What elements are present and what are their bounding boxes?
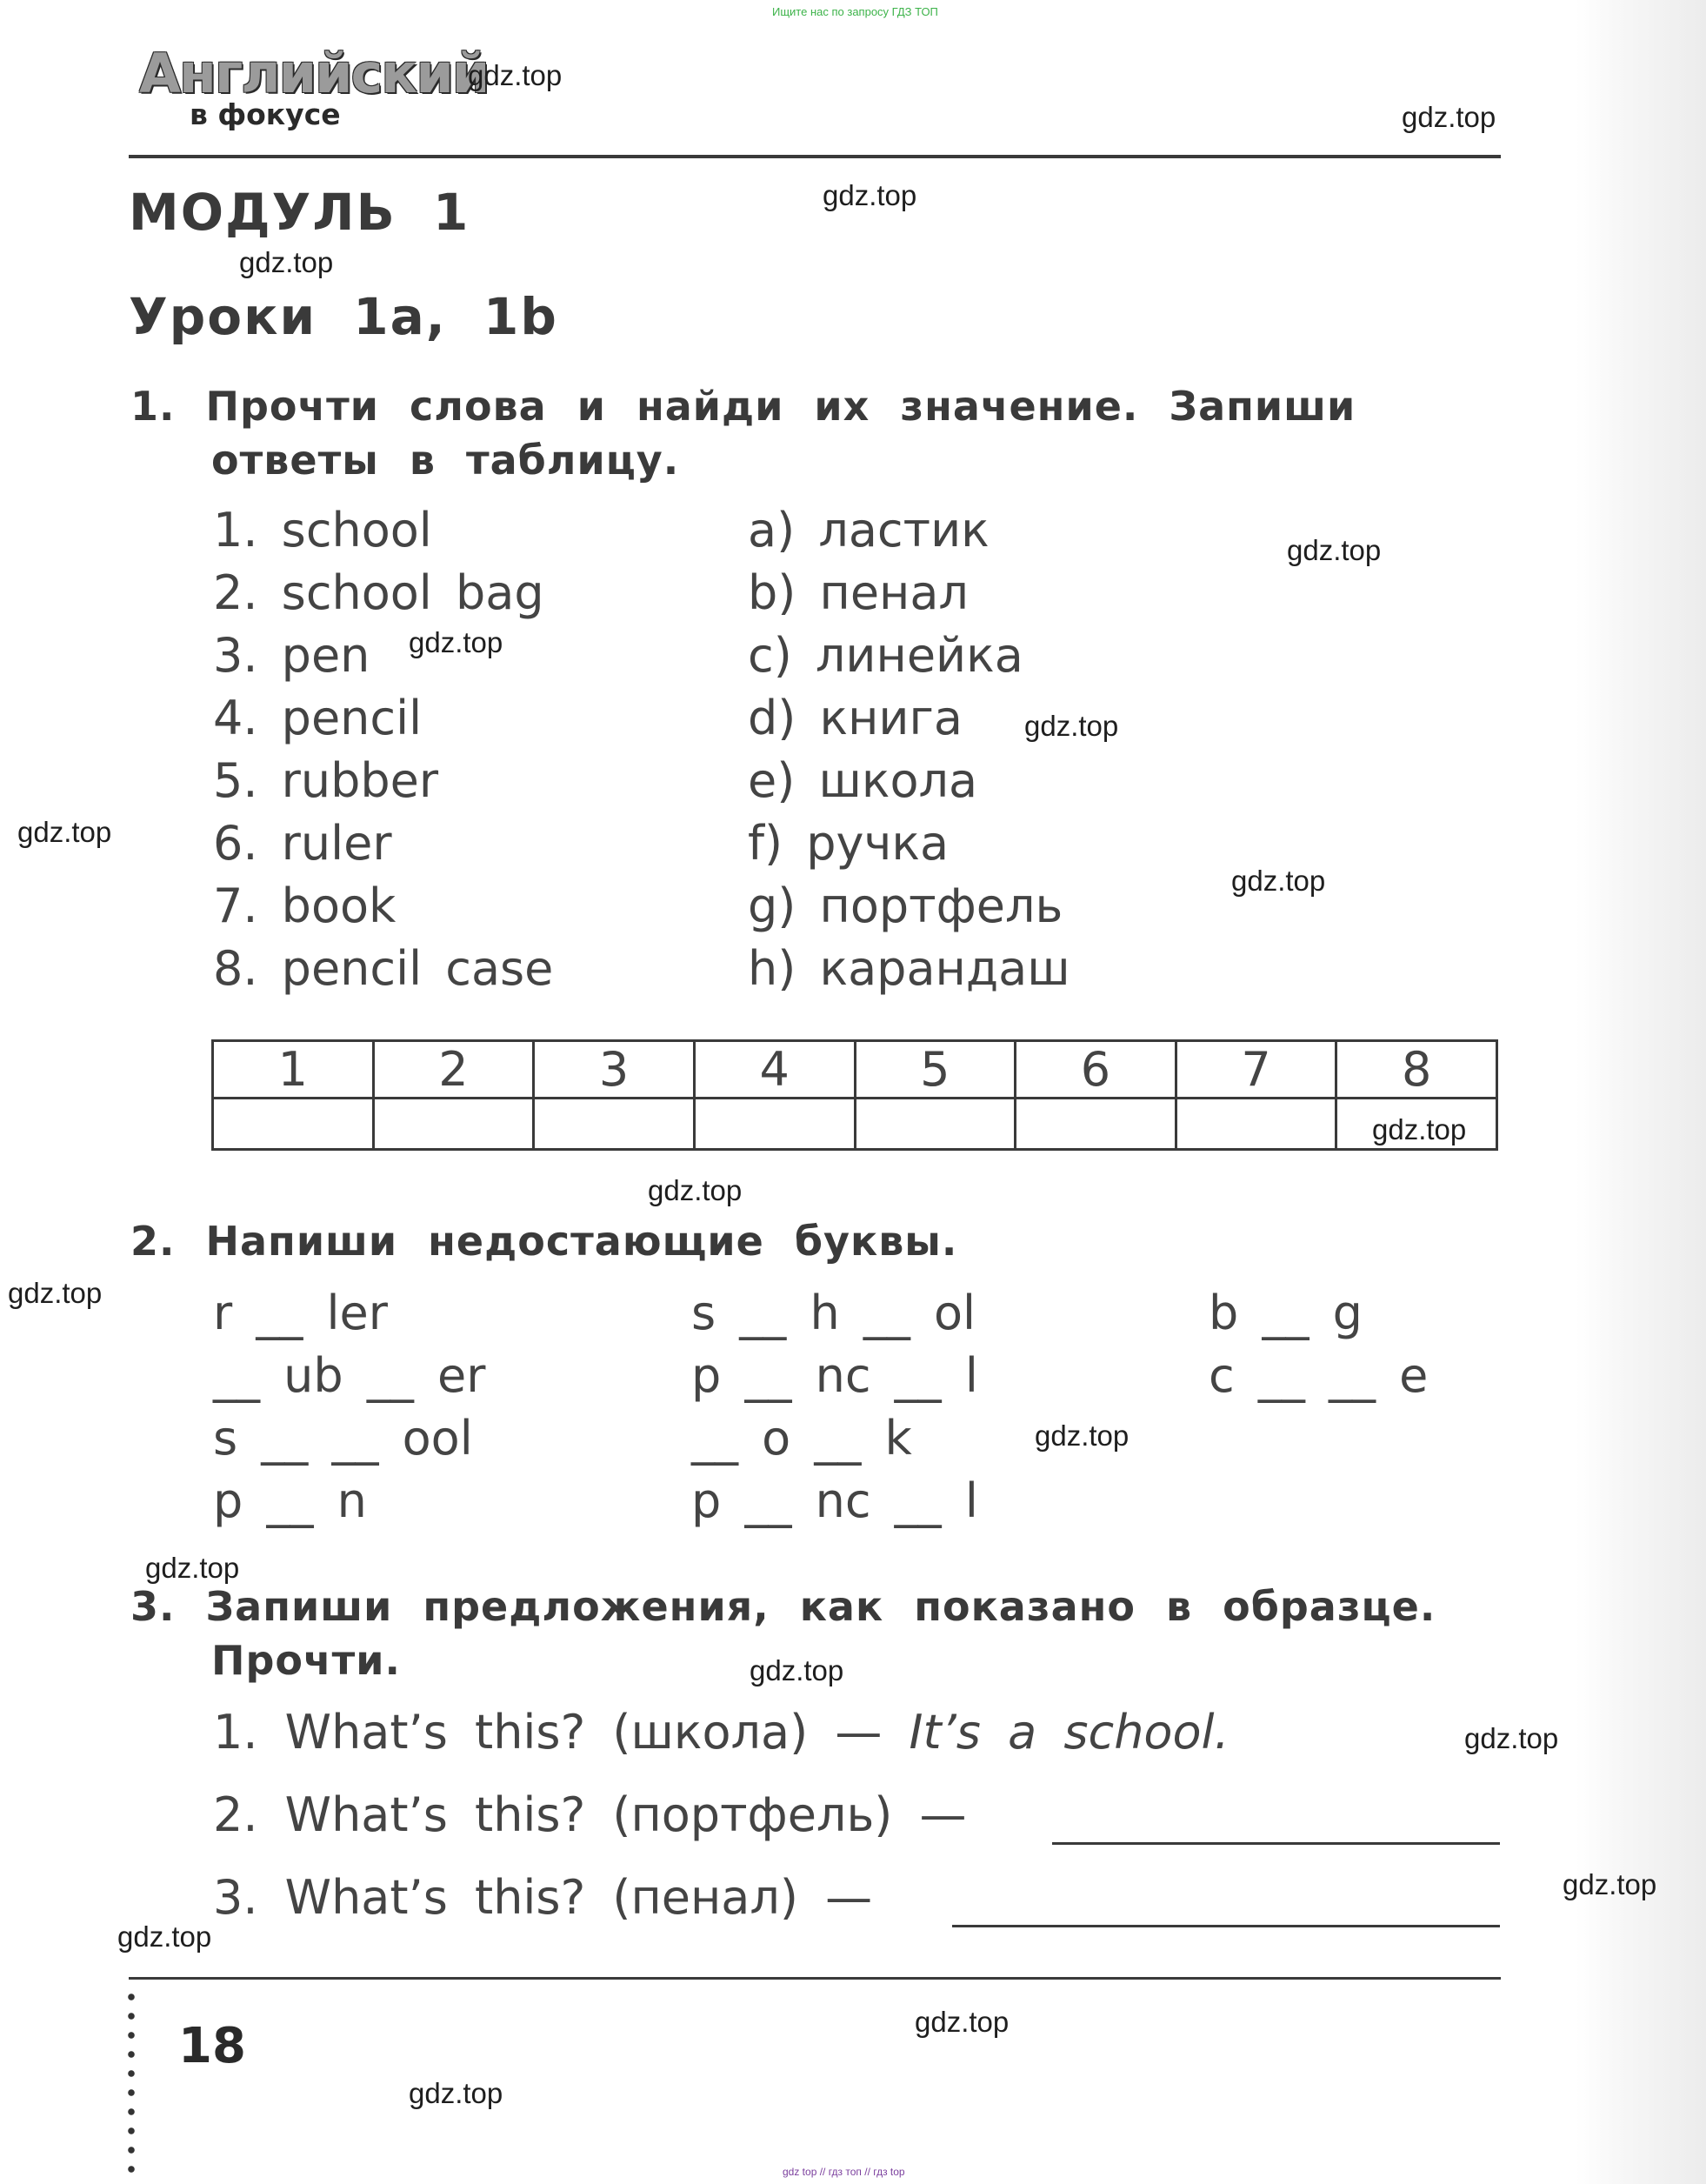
footer-rule	[129, 1977, 1501, 1980]
example-question: 1. What’s this? (школа) —	[213, 1705, 883, 1760]
missing-letters-item: p __ nc __ l	[691, 1348, 978, 1403]
missing-letters-item: r __ ler	[213, 1286, 388, 1340]
task1-instruction-line1: 1. Прочти слова и найди их значение. Запиши	[130, 383, 1356, 430]
page-edge-shadow	[1576, 0, 1706, 2184]
watermark: gdz.top	[750, 1654, 844, 1686]
sentence-3: 3. What’s this? (пенал) —	[213, 1870, 873, 1925]
table-header-cell: 3	[534, 1041, 695, 1099]
watermark: gdz.top	[117, 1920, 212, 1953]
watermark: gdz.top	[1402, 101, 1496, 133]
task1-instruction-line2: ответы в таблицу.	[211, 437, 680, 484]
russian-word: f) ручка	[748, 816, 950, 871]
example-sentence	[213, 1705, 1230, 1760]
english-word: 8. pencil case	[213, 941, 554, 996]
answer-cell[interactable]	[1016, 1099, 1176, 1150]
margin-dots	[127, 1987, 136, 2179]
missing-letters-item: s __ __ ool	[213, 1411, 473, 1466]
russian-word: b) пенал	[748, 565, 969, 620]
module-title: МОДУЛЬ 1	[129, 183, 470, 242]
table-header-cell: 1	[213, 1041, 374, 1099]
bottom-note: gdz top // гдз топ // гдз top	[783, 2166, 905, 2178]
page-number: 18	[178, 2018, 246, 2074]
table-header-cell: 5	[855, 1041, 1016, 1099]
russian-word: c) линейка	[748, 628, 1023, 683]
answer-cell[interactable]	[855, 1099, 1016, 1150]
english-word: 5. rubber	[213, 753, 439, 808]
answer-table	[211, 1039, 1498, 1151]
answer-cell[interactable]	[694, 1099, 855, 1150]
logo-subtitle: в фокусе	[190, 97, 341, 131]
answer-cell[interactable]	[1176, 1099, 1336, 1150]
watermark: gdz.top	[648, 1174, 743, 1206]
watermark: gdz.top	[915, 2006, 1010, 2038]
watermark: gdz.top	[145, 1552, 240, 1584]
watermark: gdz.top	[1035, 1419, 1130, 1452]
logo-title: Английский	[139, 42, 489, 105]
english-word: 7. book	[213, 878, 397, 933]
table-header-cell: 6	[1016, 1041, 1176, 1099]
watermark: gdz.top	[823, 179, 917, 211]
table-header-cell: 2	[373, 1041, 534, 1099]
header-rule	[129, 155, 1501, 158]
russian-word: h) карандаш	[748, 941, 1070, 996]
english-word: 2. school bag	[213, 565, 544, 620]
watermark: gdz.top	[409, 2077, 503, 2109]
watermark: gdz.top	[17, 816, 112, 848]
missing-letters-item: __ o __ k	[691, 1411, 912, 1466]
answer-table-answer-row	[213, 1099, 1497, 1150]
missing-letters-item: c __ __ e	[1209, 1348, 1429, 1403]
answer-cell[interactable]	[213, 1099, 374, 1150]
task2-instruction: 2. Напиши недостающие буквы.	[130, 1218, 958, 1265]
english-word: 4. pencil	[213, 691, 423, 745]
russian-word: d) книга	[748, 691, 963, 745]
table-header-cell: 4	[694, 1041, 855, 1099]
missing-letters-item: s __ h __ ol	[691, 1286, 976, 1340]
example-answer: It’s a school.	[909, 1705, 1230, 1760]
watermark: gdz.top	[1464, 1722, 1559, 1754]
task3-instruction-line2: Прочти.	[211, 1637, 401, 1684]
answer-line-3[interactable]	[952, 1925, 1500, 1927]
task3-instruction-line1: 3. Запиши предложения, как показано в образце.	[130, 1583, 1436, 1630]
english-word: 6. ruler	[213, 816, 392, 871]
lessons-title: Уроки 1a, 1b	[129, 287, 558, 346]
table-header-cell: 7	[1176, 1041, 1336, 1099]
missing-letters-item: p __ nc __ l	[691, 1473, 978, 1528]
missing-letters-item: __ ub __ er	[213, 1348, 486, 1403]
watermark: gdz.top	[1563, 1868, 1657, 1900]
answer-table-header-row	[213, 1041, 1497, 1099]
top-note: Ищите нас по запросу ГДЗ ТОП	[772, 5, 938, 18]
watermark: gdz.top	[409, 626, 503, 658]
answer-line-2[interactable]	[1052, 1842, 1500, 1845]
russian-word: a) ластик	[748, 503, 990, 558]
missing-letters-item: p __ n	[213, 1473, 367, 1528]
russian-word: g) портфель	[748, 878, 1063, 933]
answer-cell[interactable]	[534, 1099, 695, 1150]
english-word: 3. pen	[213, 628, 370, 683]
watermark: gdz.top	[468, 59, 563, 91]
watermark: gdz.top	[1231, 865, 1326, 897]
watermark: gdz.top	[1024, 710, 1119, 742]
watermark: gdz.top	[1287, 534, 1382, 566]
watermark: gdz.top	[8, 1277, 103, 1309]
russian-word: e) школа	[748, 753, 978, 808]
watermark: gdz.top	[1372, 1113, 1467, 1145]
table-header-cell: 8	[1336, 1041, 1497, 1099]
watermark: gdz.top	[239, 246, 334, 278]
answer-cell[interactable]	[373, 1099, 534, 1150]
english-word: 1. school	[213, 503, 432, 558]
sentence-2: 2. What’s this? (портфель) —	[213, 1787, 967, 1842]
missing-letters-item: b __ g	[1209, 1286, 1363, 1340]
